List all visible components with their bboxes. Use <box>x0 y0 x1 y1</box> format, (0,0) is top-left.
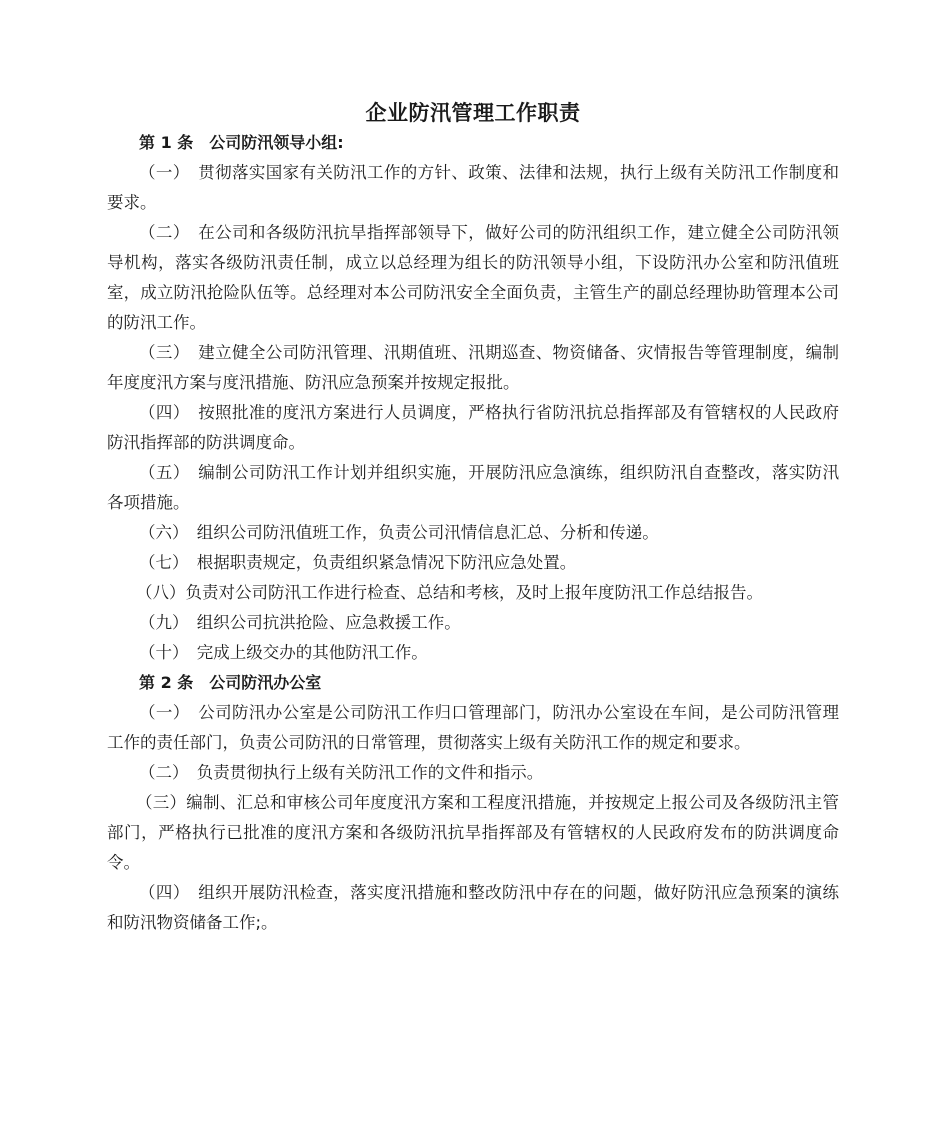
list-gap <box>181 223 198 242</box>
list-marker: （一） <box>139 163 182 182</box>
list-item <box>107 788 839 878</box>
list-gap <box>180 613 197 632</box>
list-item-text: 编制、汇总和审核公司年度度汛方案和工程度汛措施，并按规定上报公司及各级防汛主管部门，严格执行已批准的度汛方案和各级防汛抗旱指挥部及有管辖权的人民政府发布的防洪调度命令。 <box>107 793 840 872</box>
list-item <box>107 158 839 218</box>
list-marker: （五） <box>139 463 182 482</box>
list-gap <box>181 883 198 902</box>
list-gap <box>180 523 197 542</box>
list-marker: （四） <box>139 403 182 422</box>
list-item-text: 负责贯彻执行上级有关防汛工作的文件和指示。 <box>196 763 544 782</box>
list-item-text: 在公司和各级防汛抗旱指挥部领导下，做好公司的防汛组织工作，建立健全公司防汛领导机构，落实各级防汛责任制，成立以总经理为组长的防汛领导小组，下设防汛办公室和防汛值班室，成立防汛抢险队伍等。总经理对本公司防汛安全全面负责，主管生产的副总经理协助管理本公司的防汛工作。 <box>107 223 840 332</box>
list-item <box>107 758 839 788</box>
list-item <box>107 878 839 938</box>
list-item-text: 组织公司防汛值班工作，负责公司汛情信息汇总、分析和传递。 <box>196 523 659 542</box>
list-marker: （二） <box>139 223 182 242</box>
list-marker: （三） <box>139 343 182 362</box>
list-marker: （六） <box>139 523 181 542</box>
list-item <box>107 638 839 668</box>
list-marker: （九） <box>139 613 181 632</box>
list-marker: （三） <box>136 793 187 812</box>
list-item <box>107 398 839 458</box>
list-marker: （二） <box>139 763 181 782</box>
list-gap <box>181 703 198 722</box>
list-item <box>107 458 839 518</box>
list-gap <box>181 463 198 482</box>
list-item-text: 公司防汛办公室是公司防汛工作归口管理部门，防汛办公室设在车间，是公司防汛管理工作的责任部门，负责公司防汛的日常管理，贯彻落实上级有关防汛工作的规定和要求。 <box>107 703 840 752</box>
list-gap <box>181 343 198 362</box>
list-item-text: 组织公司抗洪抢险、应急救援工作。 <box>196 613 461 632</box>
list-item <box>107 548 839 578</box>
list-item-text: 根据职责规定，负责组织紧急情况下防汛应急处置。 <box>196 553 577 572</box>
list-item <box>107 608 839 638</box>
list-item-text: 贯彻落实国家有关防汛工作的方针、政策、法律和法规，执行上级有关防汛工作制度和要求。 <box>107 163 840 212</box>
list-gap <box>181 163 198 182</box>
list-item-text: 编制公司防汛工作计划并组织实施，开展防汛应急演练，组织防汛自查整改，落实防汛各项措施。 <box>107 463 840 512</box>
page-title: 企业防汛管理工作职责 <box>365 101 581 125</box>
list-item-text: 组织开展防汛检查，落实度汛措施和整改防汛中存在的问题，做好防汛应急预案的演练和防汛物资储备工作;。 <box>107 883 840 932</box>
list-item-text: 负责对公司防汛工作进行检查、总结和考核，及时上报年度防汛工作总结报告。 <box>185 583 763 602</box>
list-marker: （一） <box>139 703 182 722</box>
section-2 <box>107 668 839 938</box>
section-1 <box>107 128 839 668</box>
list-item <box>107 218 839 338</box>
list-gap <box>180 763 197 782</box>
list-item <box>107 698 839 758</box>
document-body <box>107 0 839 938</box>
list-item <box>107 518 839 548</box>
list-gap <box>180 553 197 572</box>
section-heading-2: 第 2 条 公司防汛办公室 <box>139 673 322 692</box>
section-heading-1: 第 1 条 公司防汛领导小组: <box>139 133 344 152</box>
list-gap <box>180 643 197 662</box>
list-marker: （四） <box>139 883 182 902</box>
list-item <box>107 338 839 398</box>
list-item-text: 建立健全公司防汛管理、汛期值班、汛期巡查、物资储备、灾情报告等管理制度，编制年度度汛方案与度汛措施、防汛应急预案并按规定报批。 <box>107 343 840 392</box>
list-marker: （十） <box>139 643 181 662</box>
list-marker: （八） <box>136 583 186 602</box>
list-item-text: 按照批准的度汛方案进行人员调度，严格执行省防汛抗总指挥部及有管辖权的人民政府防汛指挥部的防洪调度命。 <box>107 403 840 452</box>
list-item-text: 完成上级交办的其他防汛工作。 <box>196 643 428 662</box>
list-item <box>107 578 839 608</box>
list-marker: （七） <box>139 553 181 572</box>
list-gap <box>181 403 198 422</box>
